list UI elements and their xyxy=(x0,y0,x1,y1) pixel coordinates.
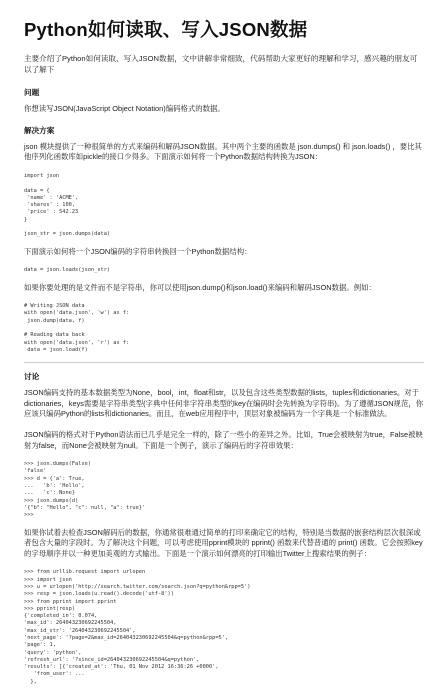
files-text: 如果你要处理的是文件而不是字符串，你可以使用json.dump()和json.load()来编码和解码JSON数据。例如： xyxy=(24,282,376,292)
article-intro: 主要介绍了Python如何读取、写入JSON数据，文中讲解非常细致，代码帮助大家更好的理解和学习，感兴趣的朋友可以了解下 xyxy=(24,54,418,74)
solution-heading: 解决方案 xyxy=(24,125,55,135)
section-divider xyxy=(24,362,424,363)
problem-text: 你想读写JSON(JavaScript Object Notation)编码格式的数据。 xyxy=(24,104,225,114)
discussion-paragraph-3: 如果你试着去检查JSON解码后的数据，你通常很难通过简单的打印来确定它的结构，特别是当数据的嵌套结构层次很深或者包含大量的字段时。为了解决这个问题，可以考虑使用pprint模块的 pprint() 函数来代替普通的 print() 函数。它会按照key的字母顺序并以一种更加美观的方式输出。下面是一个演示如何漂亮的打印输出Twitter上搜索结果的例子： xyxy=(24,527,423,558)
problem-heading: 问题 xyxy=(24,88,40,98)
discussion-paragraph-2: JSON编码的格式对于Python语法而已几乎是完全一样的，除了一些小的差异之外。比如，True会被映射为true，False被映射为false，而None会被映射为null。下面是一个例子，演示了编码后的字符串效果： xyxy=(24,429,423,450)
article-title: Python如何读取、写入JSON数据 xyxy=(24,19,308,40)
code-block-boolean-example: >>> json.dumps(False) 'false' >>> d = {'a': True, ... 'b': 'Hello', ... 'c': None} >>> json.dumps(d) '{"b": "Hello", "c": null, "a": true}' >>> xyxy=(24,461,146,519)
article xyxy=(24,10,424,694)
code-block-pprint-example: >>> from urllib.request import urlopen >>> import json >>> u = urlopen('http://search.twitter.com/search.json?q=python&rpp=5') >>> resp = json.loads(u.read().decode('utf-8')) >>> from pprint import pprint >>> pprint(resp) {'completed_in': 0.074, 'max_id': 264043230692245504, 'max_id_str': '264043230692245504', 'next_page': '?page=2&max_id=264043230692245504&q=python&rpp=5', 'page': 1, 'query': 'python', 'refresh_url': '?since_id=264043230692245504&q=python', 'results': [{'created_at': 'Thu, 01 Nov 2012 16:36:26 +0000', 'from_user': ... }, xyxy=(24,569,251,685)
discussion-paragraph-1: JSON编码支持的基本数据类型为None，bool，int，float和str，以及包含这些类型数据的lists，tuples和dictionaries。对于dictionaries，keys需要是字符串类型(字典中任何非字符串类型的key在编码时会先转换为字符串)。为了遵循JSON规范，你应该只编码Python的lists和dictionaries。而且，在web应用程序中，顶层对象被编码为一个字典是一个标准做法。 xyxy=(24,388,424,419)
reverse-text: 下面演示如何将一个JSON编码的字符串转换回一个Python数据结构： xyxy=(24,246,252,256)
code-block-dumps: import json data = { 'name' : 'ACME', 'shares' : 100, 'price' : 542.23 } json_str = json.dumps(data) xyxy=(24,172,111,238)
code-block-loads: data = json.loads(json_str) xyxy=(24,267,111,274)
code-block-files: # Writing JSON data with open('data.json', 'w') as f: json.dump(data, f) # Reading data back with open('data.json', 'r') as f: data = json.load(f) xyxy=(24,303,130,353)
discussion-heading: 讨论 xyxy=(24,372,40,382)
solution-text: json 模块提供了一种很简单的方式来编码和解码JSON数据。其中两个主要的函数是 json.dumps() 和 json.loads() ，要比其他序列化函数库如pickle的接口少得多。下面演示如何将一个Python数据结构转换为JSON： xyxy=(24,141,422,162)
